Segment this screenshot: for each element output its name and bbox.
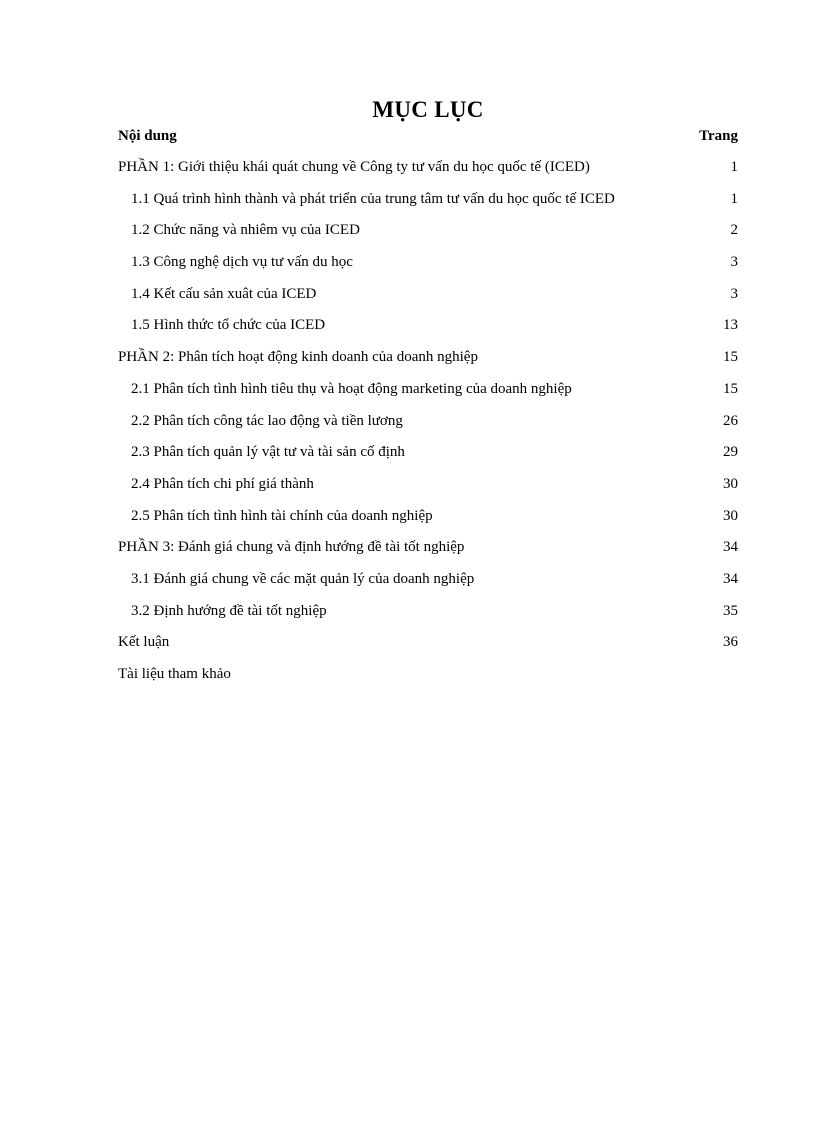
toc-entry-page-number: 35 (723, 602, 738, 619)
toc-entry-page-number: 36 (723, 634, 738, 651)
toc-entry-page-number: 34 (723, 570, 738, 587)
toc-section-entry (118, 632, 738, 664)
toc-subsection-entry (118, 315, 738, 347)
content-column-label: Nội dung (118, 128, 177, 144)
toc-subsection-entry (118, 569, 738, 601)
toc-entry-page-number: 1 (730, 159, 738, 175)
toc-entry-title: Kết luận (118, 634, 170, 651)
toc-subsection-entry (118, 601, 738, 633)
toc-entry-page-number: 34 (723, 539, 738, 556)
toc-header (118, 126, 738, 146)
toc-entry-title: PHẦN 1: Giới thiệu khái quát chung về Công ty tư vấn du học quốc tế (ICED) (118, 159, 590, 175)
toc-entry-title: 3.1 Đánh giá chung về các mặt quản lý của doanh nghiệp (131, 570, 475, 587)
toc-subsection-entry (118, 379, 738, 411)
page-column-label: Trang (699, 128, 738, 144)
toc-entry-page-number: 1 (730, 190, 738, 207)
toc-subsection-entry (118, 474, 738, 506)
toc-entry-page-number: 15 (723, 349, 738, 366)
toc-section-entry (118, 347, 738, 379)
toc-entry-title: PHẦN 3: Đánh giá chung và định hướng đề tài tốt nghiệp (118, 539, 465, 556)
toc-subsection-entry (118, 220, 738, 252)
toc-entry-title: 1.4 Kết cấu sản xuât của ICED (131, 285, 317, 302)
toc-entry-title: 2.2 Phân tích công tác lao động và tiền lương (131, 412, 403, 429)
toc-title: MỤC LỤC (372, 97, 484, 122)
toc-entry-title: PHẦN 2: Phân tích hoạt động kinh doanh của doanh nghiệp (118, 349, 478, 366)
toc-entry-title: 1.5 Hình thức tổ chức của ICED (131, 317, 326, 334)
toc-entry-title: Tài liệu tham khảo (118, 666, 231, 682)
toc-section-entry (118, 664, 738, 696)
toc-subsection-entry (118, 506, 738, 538)
toc-entry-page-number: 30 (723, 507, 738, 524)
toc-entry-page-number: 13 (723, 317, 738, 334)
toc-list (118, 157, 738, 696)
toc-entry-title: 2.1 Phân tích tình hình tiêu thụ và hoạt động marketing của doanh nghiệp (131, 380, 572, 397)
toc-subsection-entry (118, 284, 738, 316)
toc-entry-title: 1.1 Quá trình hình thành và phát triển của trung tâm tư vấn du học quốc tế ICED (131, 190, 615, 207)
toc-entry-page-number: 29 (723, 444, 738, 461)
toc-entry-title: 2.3 Phân tích quản lý vật tư và tài sản cố định (131, 444, 405, 461)
toc-entry-page-number: 2 (730, 222, 738, 239)
toc-section-entry (118, 537, 738, 569)
toc-entry-title: 1.3 Công nghệ dịch vụ tư vấn du học (131, 254, 353, 271)
toc-entry-page-number: 30 (723, 475, 738, 492)
toc-entry-page-number: 3 (730, 285, 738, 302)
toc-subsection-entry (118, 252, 738, 284)
toc-section-entry (118, 157, 738, 189)
toc-entry-title: 2.5 Phân tích tình hình tài chính của doanh nghiệp (131, 507, 433, 524)
toc-entry-page-number: 15 (723, 380, 738, 397)
toc-entry-page-number: 26 (723, 412, 738, 429)
toc-subsection-entry (118, 189, 738, 221)
toc-entry-page-number: 3 (730, 254, 738, 271)
toc-entry-title: 1.2 Chức năng và nhiêm vụ của ICED (131, 222, 360, 239)
toc-subsection-entry (118, 411, 738, 443)
toc-entry-title: 2.4 Phân tích chi phí giá thành (131, 475, 314, 492)
toc-subsection-entry (118, 442, 738, 474)
toc-entry-title: 3.2 Định hướng đề tài tốt nghiệp (131, 602, 327, 619)
